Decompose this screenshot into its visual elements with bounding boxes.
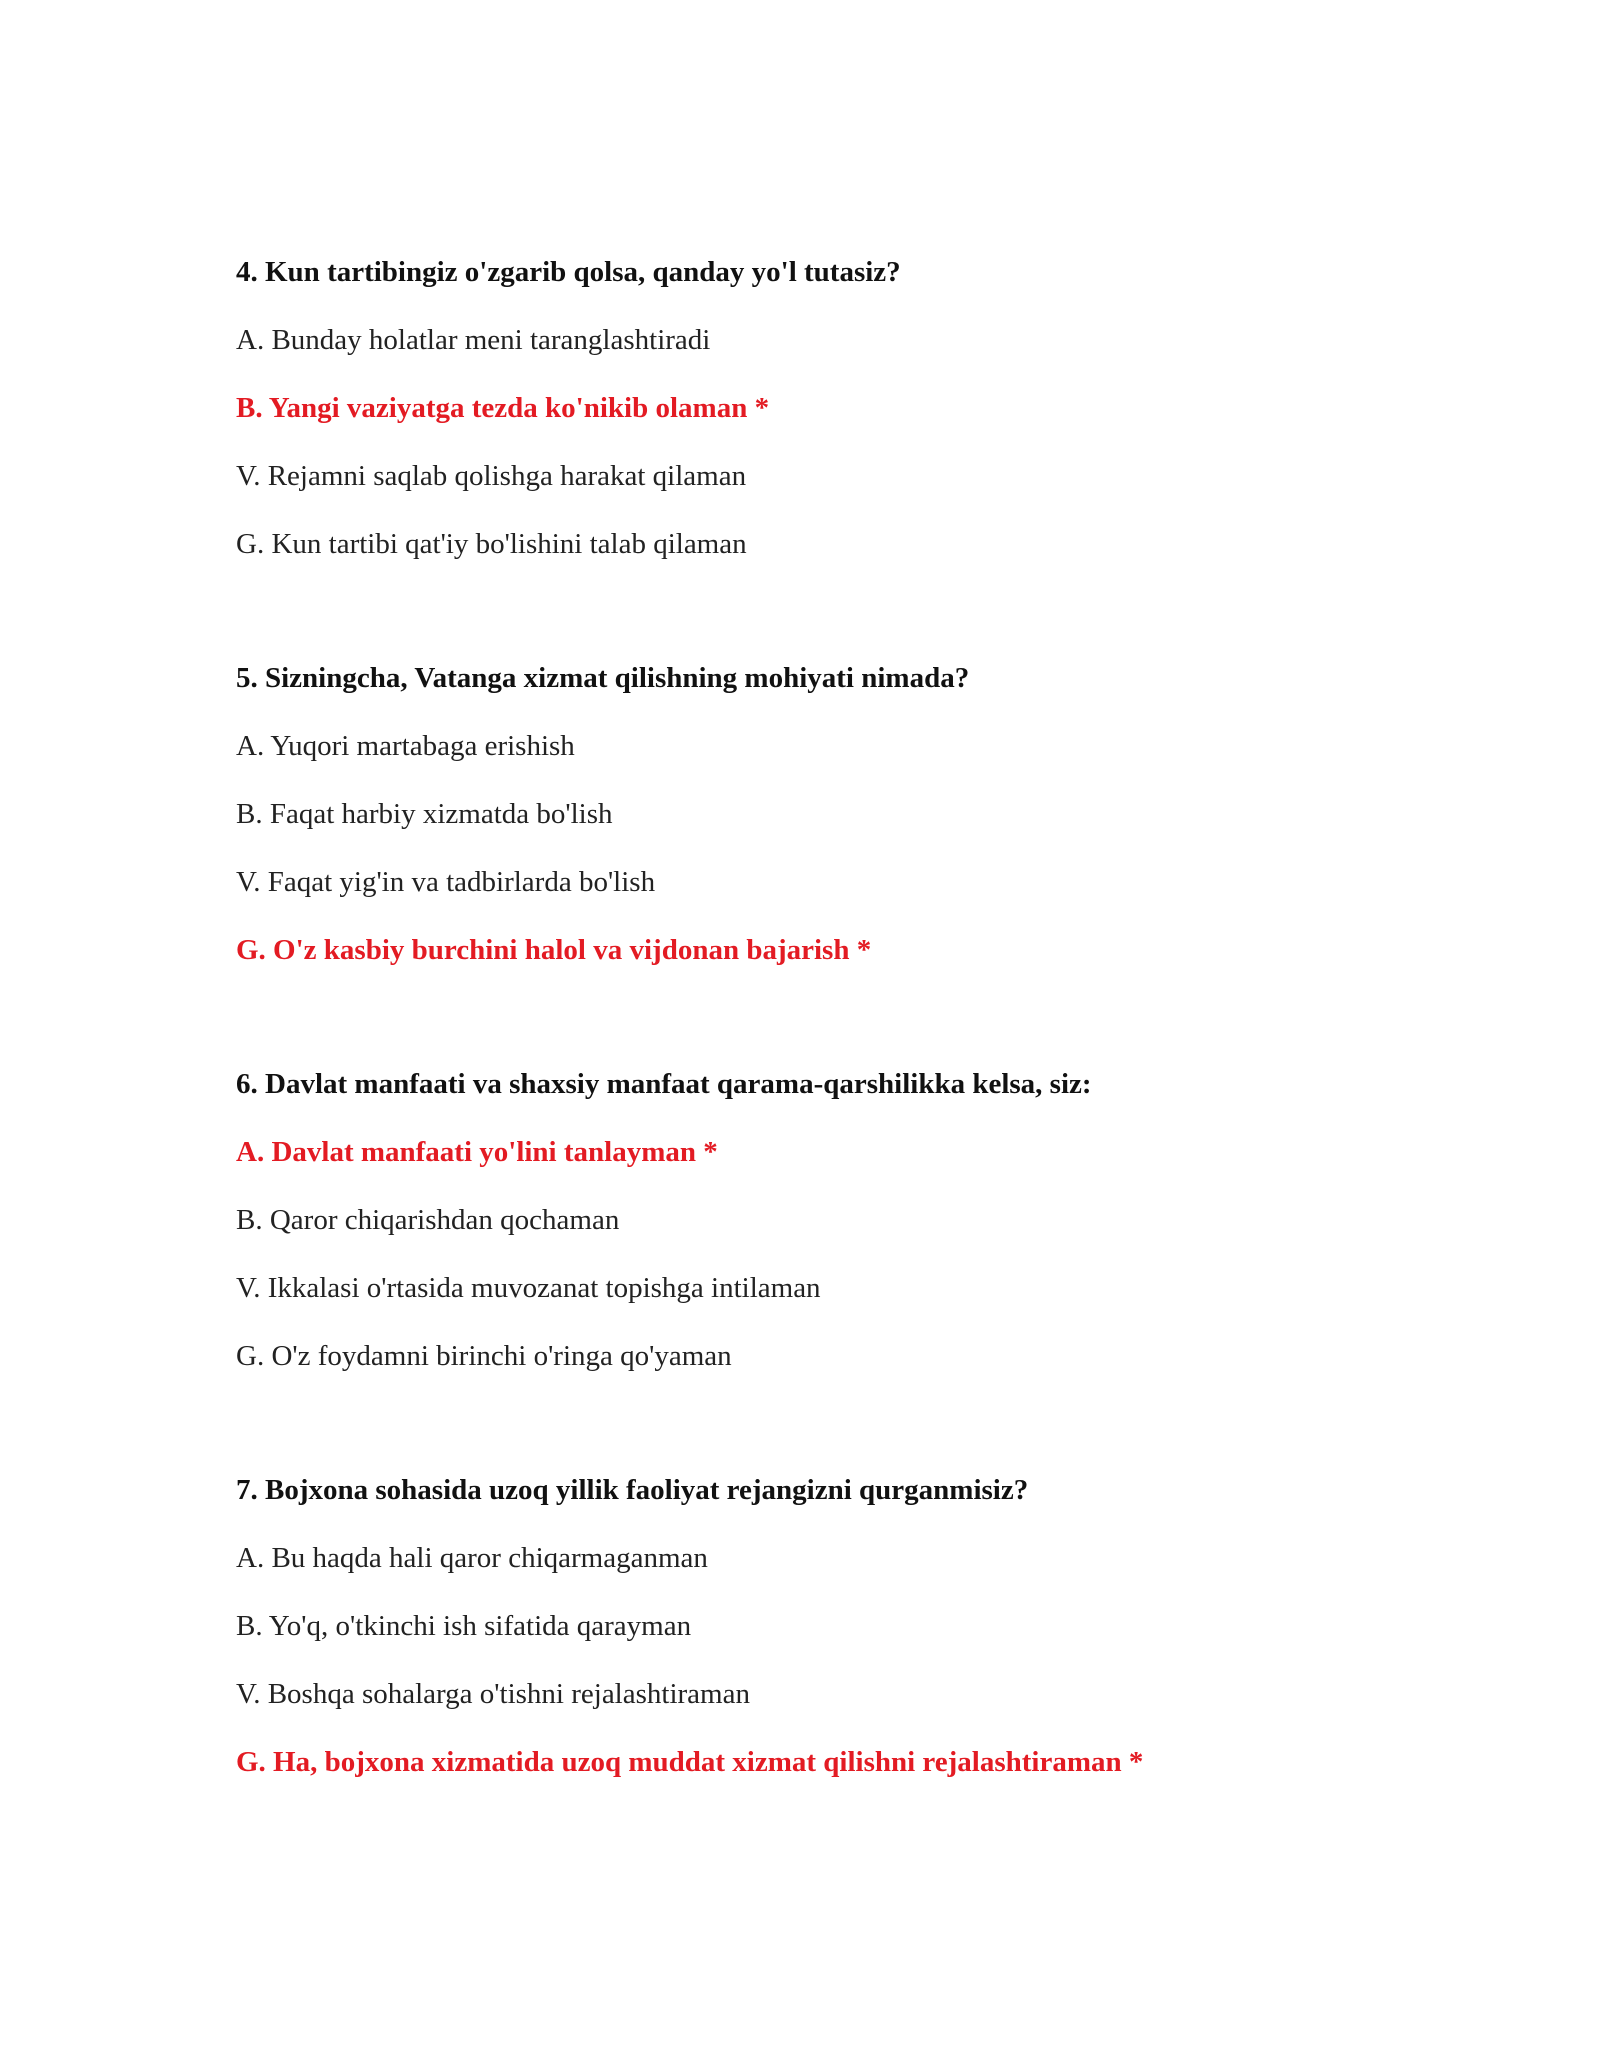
question-title: 5. Sizningcha, Vatanga xizmat qilishning mohiyati nimada? bbox=[236, 662, 970, 694]
question-6 bbox=[236, 1064, 1436, 1376]
option-g-correct: G. O'z kasbiy burchini halol va vijdonan bajarish * bbox=[236, 934, 872, 966]
option-b-correct: B. Yangi vaziyatga tezda ko'nikib olaman * bbox=[236, 392, 770, 424]
option-b: B. Faqat harbiy xizmatda bo'lish bbox=[236, 798, 613, 830]
question-title: 7. Bojxona sohasida uzoq yillik faoliyat rejangizni qurganmisiz? bbox=[236, 1474, 1029, 1506]
option-v: V. Ikkalasi o'rtasida muvozanat topishga intilaman bbox=[236, 1272, 821, 1304]
option-a-correct: A. Davlat manfaati yo'lini tanlayman * bbox=[236, 1136, 718, 1168]
option-a: A. Bunday holatlar meni taranglashtiradi bbox=[236, 324, 711, 356]
option-b: B. Qaror chiqarishdan qochaman bbox=[236, 1204, 620, 1236]
question-spacer bbox=[236, 592, 1436, 658]
question-4 bbox=[236, 252, 1436, 564]
question-5 bbox=[236, 658, 1436, 970]
question-title: 6. Davlat manfaati va shaxsiy manfaat qarama-qarshilikka kelsa, siz: bbox=[236, 1068, 1092, 1100]
question-spacer bbox=[236, 1404, 1436, 1470]
option-a: A. Yuqori martabaga erishish bbox=[236, 730, 575, 762]
option-a: A. Bu haqda hali qaror chiqarmaganman bbox=[236, 1542, 708, 1574]
quiz-page bbox=[236, 252, 1436, 1810]
option-v: V. Boshqa sohalarga o'tishni rejalashtiraman bbox=[236, 1678, 750, 1710]
option-v: V. Faqat yig'in va tadbirlarda bo'lish bbox=[236, 866, 656, 898]
question-spacer bbox=[236, 998, 1436, 1064]
option-g: G. O'z foydamni birinchi o'ringa qo'yaman bbox=[236, 1340, 732, 1372]
question-title: 4. Kun tartibingiz o'zgarib qolsa, qanday yo'l tutasiz? bbox=[236, 256, 901, 288]
option-b: B. Yo'q, o'tkinchi ish sifatida qarayman bbox=[236, 1610, 692, 1642]
question-7 bbox=[236, 1470, 1436, 1782]
option-v: V. Rejamni saqlab qolishga harakat qilaman bbox=[236, 460, 747, 492]
option-g: G. Kun tartibi qat'iy bo'lishini talab qilaman bbox=[236, 528, 747, 560]
option-g-correct: G. Ha, bojxona xizmatida uzoq muddat xizmat qilishni rejalashtiraman * bbox=[236, 1746, 1144, 1778]
